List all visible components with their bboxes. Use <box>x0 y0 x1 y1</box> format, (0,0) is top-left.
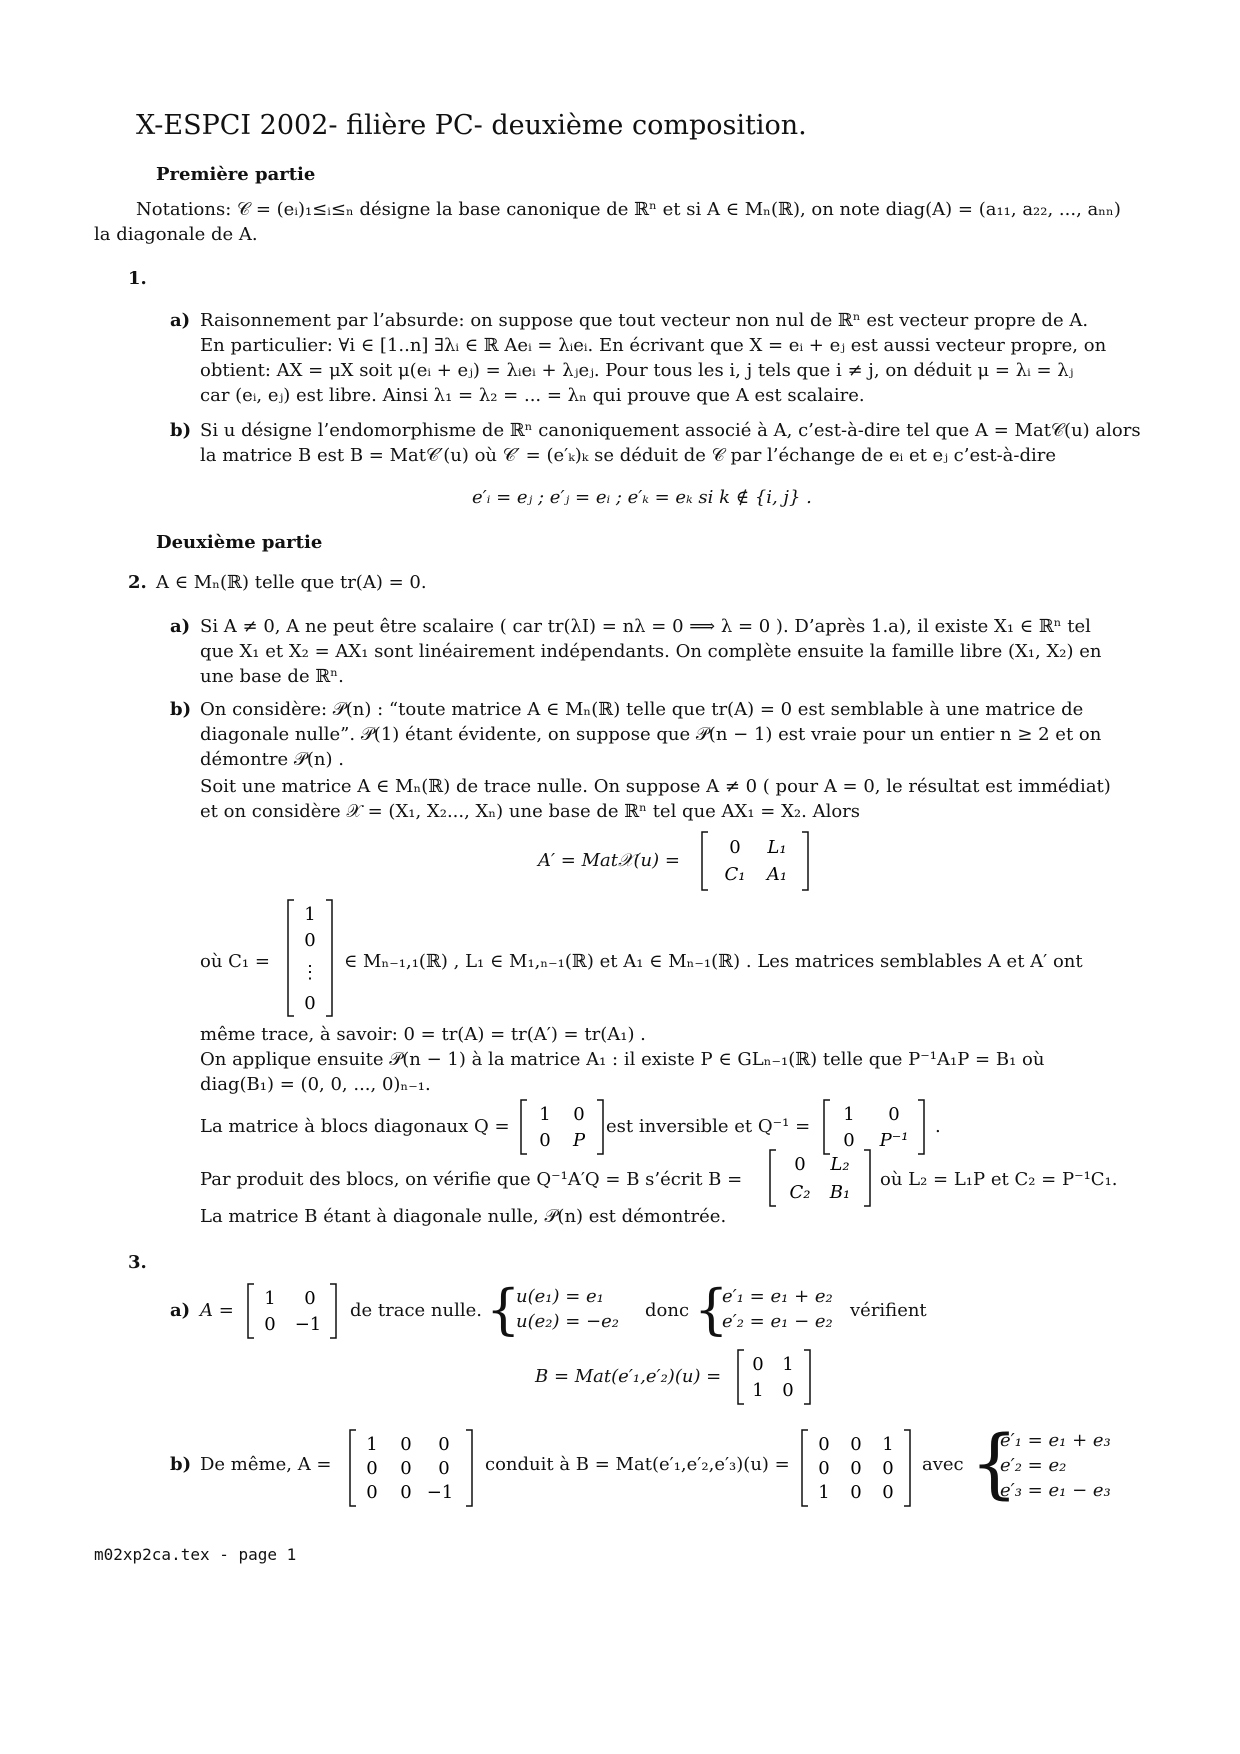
system-line: u(e₁) = e₁ <box>516 1286 604 1307</box>
matrix-entry: C₁ <box>724 864 746 885</box>
system-line: e′₁ = e₁ + e₂ <box>722 1286 833 1307</box>
q2b-line: On considère: 𝒫(n) : “toute matrice A ∈ Mₙ(ℝ) telle que tr(A) = 0 est semblable à une matrice de <box>200 699 1084 720</box>
matrix-entry: 0 <box>882 1458 894 1479</box>
matrix-entry: 0 <box>573 1104 585 1125</box>
part2-heading: Deuxième partie <box>156 532 323 553</box>
q1a-line: En particulier: ∀i ∈ [1..n] ∃λᵢ ∈ ℝ Aeᵢ = λᵢeᵢ. En écrivant que X = eᵢ + eⱼ est aussi vecteur propre, on <box>200 335 1107 356</box>
matrix-entry: P⁻¹ <box>879 1130 909 1151</box>
aprime-matrix <box>700 830 810 892</box>
q2b-label: b) <box>170 699 192 720</box>
system-line: u(e₂) = −e₂ <box>516 1311 619 1332</box>
q1b-line: Si u désigne l’endomorphisme de ℝⁿ canoniquement associé à A, c’est-à-dire tel que A = Mat𝒞(u) alors <box>200 420 1141 441</box>
matrix-entry: L₂ <box>830 1154 850 1175</box>
matrix-entry: 0 <box>400 1482 412 1503</box>
matrix-entry: −1 <box>294 1314 322 1335</box>
q2b-line: diag(B₁) = (0, 0, ..., 0)ₙ₋₁. <box>200 1074 431 1095</box>
q2b-line: même trace, à savoir: 0 = tr(A) = tr(A′) = tr(A₁) . <box>200 1024 646 1045</box>
q-text2: est inversible et Q⁻¹ = <box>606 1116 811 1137</box>
brace-icon: { <box>486 1278 521 1341</box>
q1a-label: a) <box>170 310 191 331</box>
system-line: e′₂ = e₂ <box>1000 1455 1067 1476</box>
q1a-line: obtient: AX = μX soit μ(eᵢ + eⱼ) = λᵢeᵢ + λⱼeⱼ. Pour tous les i, j tels que i ≠ j, on déduit μ = λᵢ = λⱼ <box>200 360 1074 381</box>
matrix-entry: 0 <box>400 1434 412 1455</box>
c1-vector <box>286 898 334 1018</box>
matrix-entry: 0 <box>438 1434 450 1455</box>
q2b-line: On applique ensuite 𝒫(n − 1) à la matrice A₁ : il existe P ∈ GLₙ₋₁(ℝ) telle que P⁻¹A₁P = B₁ où <box>200 1049 1045 1070</box>
matrix-entry: 1 <box>366 1434 378 1455</box>
q2a-line: que X₁ et X₂ = AX₁ sont linéairement indépendants. On complète ensuite la famille libre (X₁, X₂) en <box>200 641 1102 662</box>
matrix-entry: −1 <box>426 1482 454 1503</box>
q2a-label: a) <box>170 616 191 637</box>
matrix-entry: C₂ <box>789 1182 811 1203</box>
q2a-line: une base de ℝⁿ. <box>200 666 344 687</box>
matrix-entry: 0 <box>843 1130 855 1151</box>
q1b-formula: e′ᵢ = eⱼ ; e′ⱼ = eᵢ ; e′ₖ = eₖ si k ∉ {i, j} . <box>472 487 812 508</box>
q2b-continuation <box>200 1022 1146 1097</box>
system-line: e′₂ = e₁ − e₂ <box>722 1311 833 1332</box>
b-block-matrix <box>768 1148 872 1208</box>
q1b-paragraph <box>200 418 1146 468</box>
vector-entry: 0 <box>304 930 316 951</box>
matrix-entry: 1 <box>539 1104 551 1125</box>
q3a-b-matrix <box>736 1348 812 1406</box>
product-text2: où L₂ = L₁P et C₂ = P⁻¹C₁. <box>880 1169 1118 1190</box>
brace-icon: { <box>694 1278 729 1341</box>
q2b-line: et on considère 𝒳 = (X₁, X₂..., Xₙ) une base de ℝⁿ tel que AX₁ = X₂. Alors <box>200 801 861 822</box>
matrix-entry: 0 <box>539 1130 551 1151</box>
system-line: e′₃ = e₁ − e₃ <box>1000 1480 1111 1501</box>
notations-line1: Notations: 𝒞 = (eᵢ)₁≤ᵢ≤ₙ désigne la base canonique de ℝⁿ et si A ∈ Mₙ(ℝ), on note diag(A) = (a₁₁, a₂₂, ..., aₙₙ) <box>136 199 1121 220</box>
q2a-paragraph <box>200 614 1146 689</box>
q3a-system2 <box>722 1284 833 1334</box>
question-1-number: 1. <box>128 268 147 289</box>
matrix-entry: 0 <box>818 1434 830 1455</box>
notations-line2: la diagonale de A. <box>94 224 258 245</box>
q3a-donc: donc <box>645 1300 690 1321</box>
q3b-a-matrix <box>348 1428 474 1508</box>
vector-entry: 1 <box>304 904 316 925</box>
c1-rhs: ∈ Mₙ₋₁,₁(ℝ) , L₁ ∈ M₁,ₙ₋₁(ℝ) et A₁ ∈ Mₙ₋₁(ℝ) . Les matrices semblables A et A′ ont <box>344 951 1083 972</box>
matrix-entry: 0 <box>752 1354 764 1375</box>
matrix-entry: 0 <box>264 1314 276 1335</box>
matrix-entry: 0 <box>850 1458 862 1479</box>
q1a-paragraph <box>200 308 1146 408</box>
matrix-entry: P <box>572 1130 586 1151</box>
matrix-entry: 0 <box>366 1482 378 1503</box>
matrix-entry: A₁ <box>766 864 788 885</box>
matrix-entry: 1 <box>882 1434 894 1455</box>
q-text1: La matrice à blocs diagonaux Q = <box>200 1116 510 1137</box>
q2b-line: démontre 𝒫(n) . <box>200 749 344 770</box>
brace-icon: { <box>970 1418 1019 1507</box>
matrix-entry: 0 <box>400 1458 412 1479</box>
q3a-lhs: A = <box>200 1300 234 1321</box>
matrix-entry: 0 <box>782 1380 794 1401</box>
matrix-entry: 0 <box>794 1154 806 1175</box>
matrix-entry: 0 <box>888 1104 900 1125</box>
matrix-entry: 0 <box>438 1458 450 1479</box>
matrix-entry: 0 <box>882 1482 894 1503</box>
q2b-paragraph <box>200 697 1146 824</box>
q2b-line: diagonale nulle”. 𝒫(1) étant évidente, on suppose que 𝒫(n − 1) est vraie pour un entier n ≥ 2 et on <box>200 724 1102 745</box>
q3b-lhs: De même, A = <box>200 1454 332 1475</box>
q3b-system <box>1000 1428 1111 1503</box>
q3b-b-matrix <box>800 1428 912 1508</box>
page-title: X-ESPCI 2002- filière PC- deuxième composition. <box>136 110 807 141</box>
q1b-label: b) <box>170 420 192 441</box>
matrix-entry: 1 <box>752 1380 764 1401</box>
q3b-label: b) <box>170 1454 192 1475</box>
matrix-entry: 0 <box>366 1458 378 1479</box>
matrix-entry: B₁ <box>829 1182 851 1203</box>
vector-entry: ⋮ <box>301 962 319 983</box>
part1-heading: Première partie <box>156 164 316 185</box>
product-text1: Par produit des blocs, on vérifie que Q⁻¹A′Q = B s’écrit B = <box>200 1169 743 1190</box>
c1-lhs: où C₁ = <box>200 951 270 972</box>
q2-statement: A ∈ Mₙ(ℝ) telle que tr(A) = 0. <box>156 572 427 593</box>
q2-conclusion: La matrice B étant à diagonale nulle, 𝒫(n) est démontrée. <box>200 1206 727 1227</box>
vector-entry: 0 <box>304 993 316 1014</box>
q1a-line: car (eᵢ, eⱼ) est libre. Ainsi λ₁ = λ₂ = ... = λₙ qui prouve que A est scalaire. <box>200 385 865 406</box>
question-3-number: 3. <box>128 1252 147 1273</box>
q3a-label: a) <box>170 1300 191 1321</box>
q1a-line: Raisonnement par l’absurde: on suppose que tout vecteur non nul de ℝⁿ est vecteur propre de A. <box>200 310 1089 331</box>
q-text3: . <box>935 1116 941 1137</box>
q3b-avec: avec <box>922 1454 964 1475</box>
matrix-entry: 1 <box>264 1288 276 1309</box>
question-2-number: 2. <box>128 572 147 593</box>
system-line: e′₁ = e₁ + e₃ <box>1000 1430 1111 1451</box>
matrix-entry: 0 <box>850 1482 862 1503</box>
q2b-line: Soit une matrice A ∈ Mₙ(ℝ) de trace nulle. On suppose A ≠ 0 ( pour A = 0, le résultat est immédiat) <box>200 776 1111 797</box>
matrix-entry: L₁ <box>767 837 787 858</box>
q3a-verifient: vérifient <box>850 1300 927 1321</box>
q3a-a-matrix <box>246 1282 338 1340</box>
q2a-line: Si A ≠ 0, A ne peut être scalaire ( car tr(λI) = nλ = 0 ⟹ λ = 0 ). D’après 1.a), il existe X₁ ∈ ℝⁿ tel <box>200 616 1091 637</box>
matrix-entry: 1 <box>818 1482 830 1503</box>
aprime-lhs: A′ = Mat𝒳(u) = <box>538 850 680 871</box>
matrix-entry: 1 <box>782 1354 794 1375</box>
matrix-entry: 0 <box>304 1288 316 1309</box>
matrix-entry: 0 <box>818 1458 830 1479</box>
q3a-mid: de trace nulle. <box>350 1300 482 1321</box>
matrix-entry: 1 <box>843 1104 855 1125</box>
q-matrix <box>519 1098 605 1156</box>
matrix-entry: 0 <box>850 1434 862 1455</box>
q1b-line: la matrice B est B = Mat𝒞′(u) où 𝒞′ = (e′ₖ)ₖ se déduit de 𝒞 par l’échange de eᵢ et eⱼ c’est-à-dire <box>200 445 1057 466</box>
q3a-b-lhs: B = Mat(e′₁,e′₂)(u) = <box>535 1366 722 1387</box>
page-footer: m02xp2ca.tex - page 1 <box>94 1545 297 1564</box>
q3a-system1 <box>516 1284 619 1334</box>
q3b-mid: conduit à B = Mat(e′₁,e′₂,e′₃)(u) = <box>485 1454 790 1475</box>
matrix-entry: 0 <box>729 837 741 858</box>
